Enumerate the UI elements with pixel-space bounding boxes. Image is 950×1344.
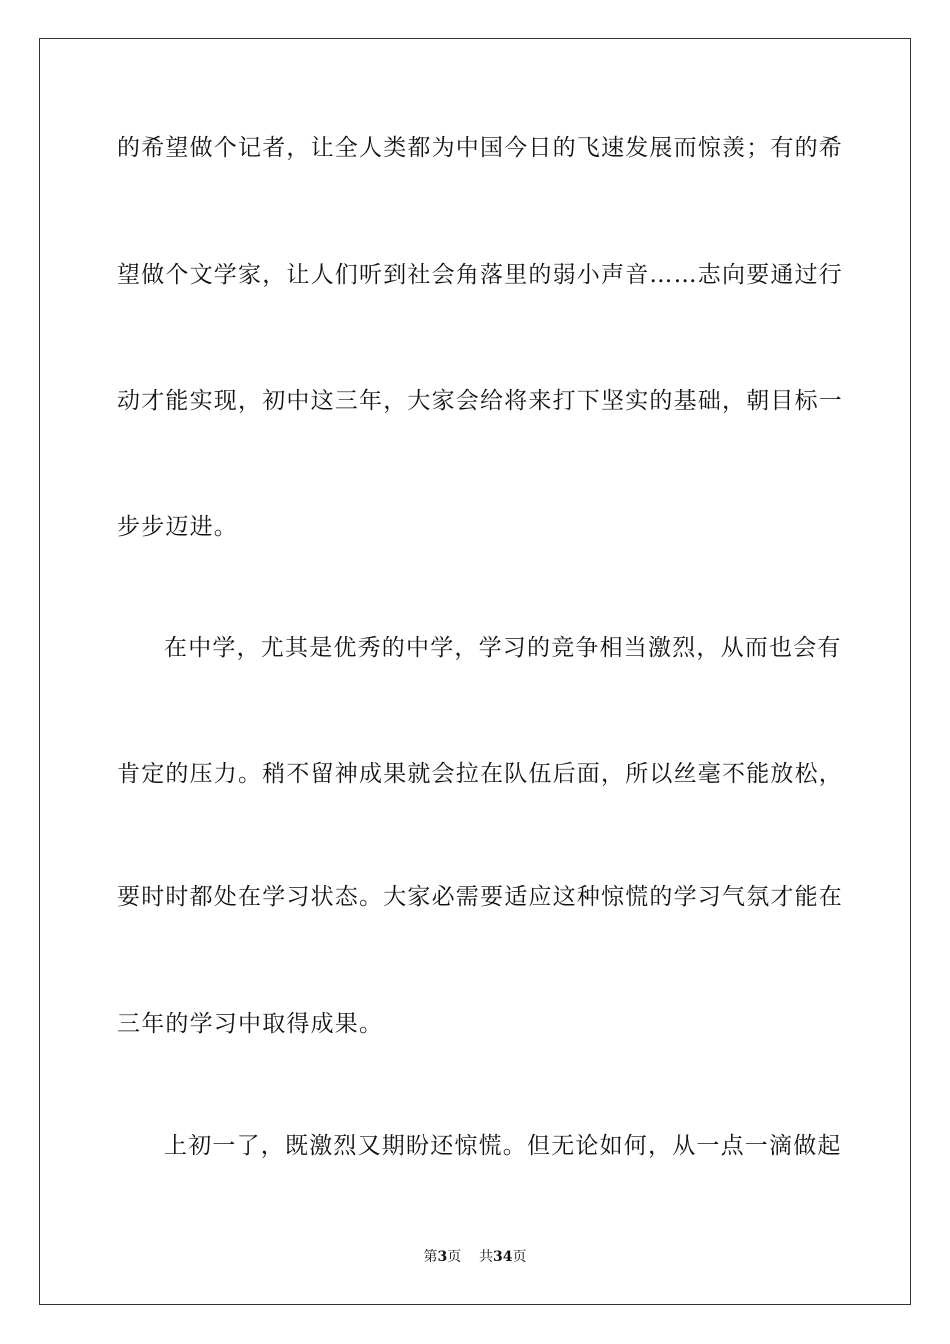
footer-page-prefix: 第 xyxy=(423,1249,438,1265)
text-line-8: 三年的学习中取得成果。 xyxy=(117,1011,384,1037)
text-line-5: 在中学，尤其是优秀的中学，学习的竞争相当激烈，从而也会有 xyxy=(164,635,842,661)
text-line-4: 步步迈进。 xyxy=(117,514,238,540)
footer-page-suffix: 页 xyxy=(447,1249,462,1265)
page-footer xyxy=(0,1248,950,1266)
text-line-1: 的希望做个记者，让全人类都为中国今日的飞速发展而惊羡；有的希 xyxy=(117,135,843,161)
page-border xyxy=(39,38,911,1305)
footer-page-number: 3 xyxy=(437,1249,448,1265)
text-line-2: 望做个文学家，让人们听到社会角落里的弱小声音……志向要通过行 xyxy=(117,262,843,288)
text-line-7: 要时时都处在学习状态。大家必需要适应这种惊慌的学习气氛才能在 xyxy=(117,884,843,910)
text-line-3: 动才能实现，初中这三年，大家会给将来打下坚实的基础，朝目标一 xyxy=(117,388,843,414)
footer-total-suffix: 页 xyxy=(512,1249,527,1265)
footer-total-pages: 34 xyxy=(493,1249,513,1265)
footer-total-prefix: 共 xyxy=(479,1249,494,1265)
text-line-6: 肯定的压力。稍不留神成果就会拉在队伍后面，所以丝毫不能放松， xyxy=(117,761,843,787)
text-line-9: 上初一了，既激烈又期盼还惊慌。但无论如何，从一点一滴做起 xyxy=(164,1133,842,1159)
